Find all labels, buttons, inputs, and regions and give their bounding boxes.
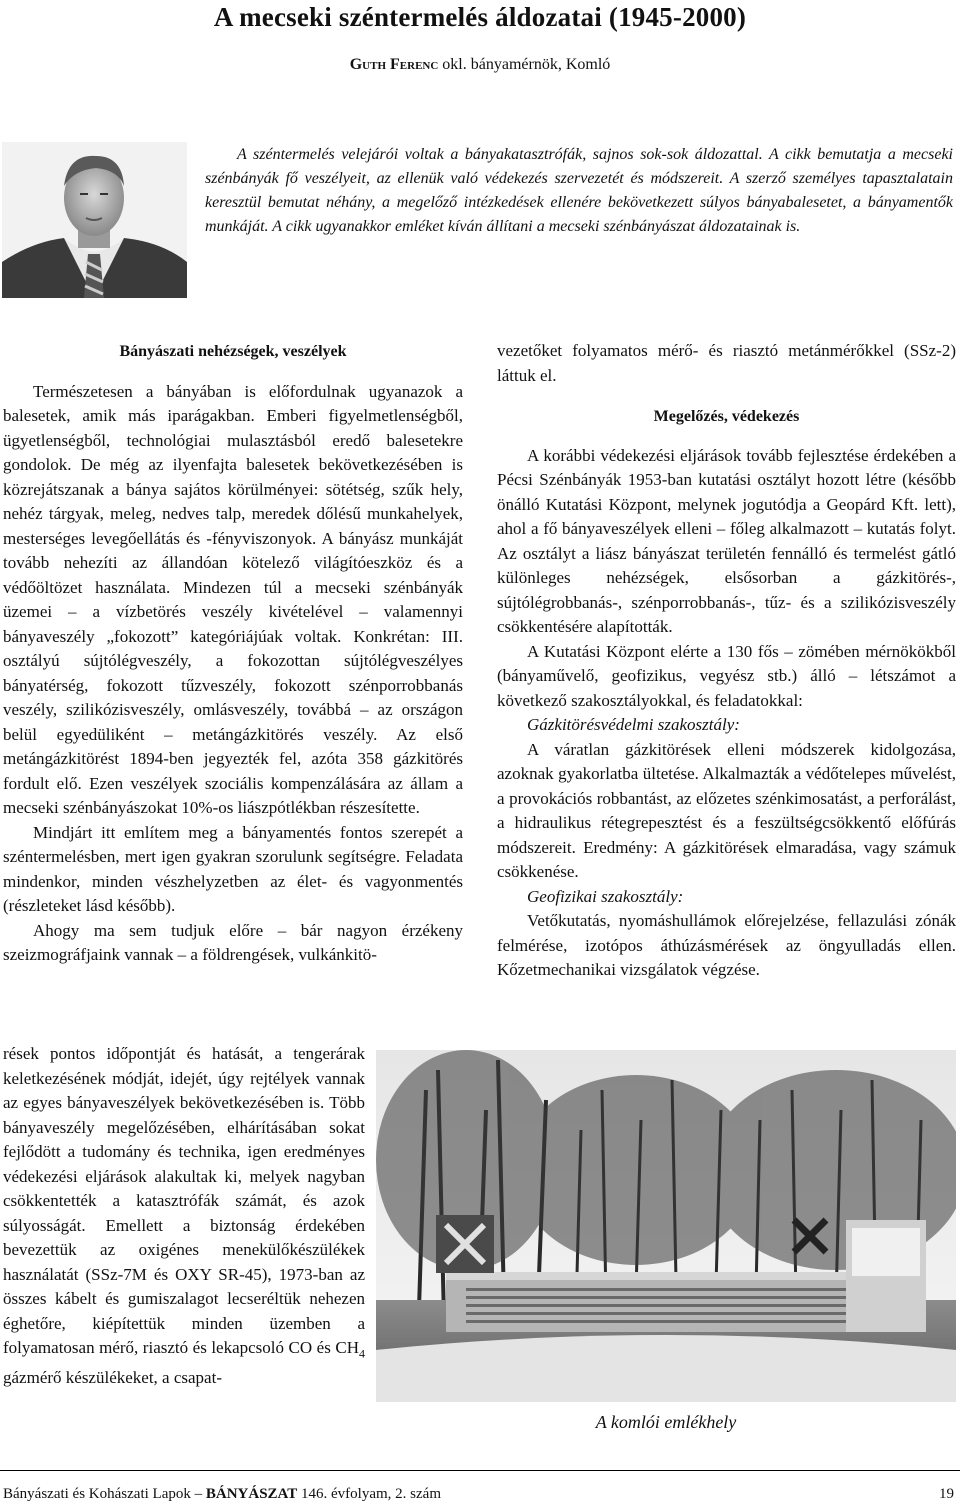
footer-journal <box>3 1486 441 1503</box>
memorial-photo <box>376 1050 956 1402</box>
page-number: 19 <box>939 1486 954 1502</box>
ch4-main: CH <box>335 1338 360 1357</box>
ch4-formula <box>335 1338 366 1361</box>
paragraph-text: rések pontos időpontját és hatását, a tengerárak keletkezésének módját, idejét, úgy rejtélyek vannak az egyes bányaveszélyek bekövetkezésében is. Több bányaveszély megelőzésében, elhárításában sokat fejlődött a tudomány és technika, igen eredményes védekezési eljárások alakultak ki, melyek nagyban csökkentették a katasztrófák számát, és azok súlyosságát. Emellett a biztonság érdekében bevezettük az oxigénes menekülőkészülékek használatát (SSz-7M és OXY SR-45), 1973-ban az összes kábelt és gumiszalagot lecseréltük nehezen éghetőre, kiépítettük minden üzemben a folyamatosan mérő, riasztó és lekapcsoló CO és <box>3 1044 365 1357</box>
paragraph: A váratlan gázkitörések elleni módszerek kidolgozása, azoknak gyakorlatba ültetése. Alkalmazták a védőtelepes művelést, a provokációs robbantást, az előzetes szénkimosatást, a perforálást, a hidraulikus rétegrepesztést és a feszültségcsökkentő előfúrás módszereit. Eredmény: A gázkitörések elmaradása, vagy számuk csökkenése. <box>497 739 956 881</box>
author-role: okl. bányamérnök, Komló <box>438 56 611 73</box>
paragraph: A korábbi védekezési eljárások tovább fejlesztése érdekében a Pécsi Szénbányák 1953-ban kutatási osztályt hozott létre (később önálló Kutatási Központ, melynek jogutódja a Geopárd Kft. lett), ahol a fő bányaveszélyek elleni – főleg alkalmazott – kutatás folyt. Az osztályt a liász bányászat területén fennálló és termelést gátló különleges nehézségek, elsősorban a gázkitörés-, sújtólégrobbanás-, szénporrobbanás-, tűz- és a szilikózisveszély csökkentésére alapították. <box>497 445 956 636</box>
paragraph: Ahogy ma sem tudjuk előre – bár nagyon érzékeny szeizmográfjaink vannak – a földrengések, vulkánkitö- <box>3 920 463 964</box>
author-portrait <box>2 142 187 298</box>
paragraph-continued: vezetőket folyamatos mérő- és riasztó metánmérőkkel (SSz-2) láttuk el. <box>497 341 956 385</box>
right-column <box>497 339 956 983</box>
journal-name: Bányászati és Kohászati Lapok – <box>3 1486 206 1502</box>
author-line <box>0 56 960 74</box>
subsection-geophysics: Geofizikai szakosztály: <box>527 886 684 906</box>
paragraph: Természetesen a bányában is előfordulnak ugyanazok a balesetek, amik más iparágakban. Emberi figyelmetlenségből, ügyetlenségből, technológiai mulasztásból eredő balesetekre gondolok. De még az ilyenfajta balesetek bekövetkezésében is közrejátszanak a bánya sajátos körülményei: sötétség, szűk hely, nehéz tárgyak, meleg, nedves talp, meredek dőlésű munkahelyek, mesterséges levegőellátás és -fényviszonyok. A bányász munkáját tovább nehezíti az állandóan kötelező világítóeszköz és a védőöltözet használata. Mindezen túl a mecseki szénbányák üzemei – a vízbetörés veszély kivételével – valamennyi bányaveszély „fokozott” kategóriájúak voltak. Konkrétan: III. osztályú sújtólégveszély, a fokozottan sújtólégveszélyes bányatérség, fokozott tűzveszély, fokozott szénporrobbanás veszély, szilikózisveszély, omlásveszély, továbbá – az országon belül egyedüliként – metángázkitörés veszély. Az első metángázkitörést 1894-ben jegyezték fel, azóta 358 gázkitörés fordult elő. Ezen veszélyek szociális kompenzálására az állam a mecseki szénbányászokat 10%-os liászpótlékban részesítette. <box>3 381 463 817</box>
left-column-continued <box>3 1042 365 1390</box>
paragraph-continued <box>3 1042 365 1390</box>
article-title: A mecseki széntermelés áldozatai (1945-2000) <box>213 2 747 32</box>
author-name: Guth Ferenc <box>349 56 439 73</box>
ch4-subscript: 4 <box>359 1346 366 1361</box>
photo-caption: A komlói emlékhely <box>595 1412 737 1432</box>
footer-divider <box>0 1470 960 1471</box>
abstract: A széntermelés velejárói voltak a bányakatasztrófák, sajnos sok-sok áldozattal. A cikk bemutatja a mecseki szénbányák fő veszélyeit, az ellenük való védekezés szervezetét és módszereit. A szerző személyes tapasztalatain keresztül bemutat néhány, a megelőző intézkedések ellenére bekövetkezett súlyos bányabalesetet, a bányamentők munkáját. A cikk ugyanakkor emléket kíván állítani a mecseki szénbányászat áldozatainak is. <box>205 146 953 235</box>
journal-issue: 146. évfolyam, 2. szám <box>297 1486 441 1502</box>
subsection-gas-outburst: Gázkitörésvédelmi szakosztály: <box>527 715 740 734</box>
left-column <box>3 340 463 968</box>
journal-title: BÁNYÁSZAT <box>205 1486 298 1502</box>
section-heading-hazards: Bányászati nehézségek, veszélyek <box>119 343 347 360</box>
paragraph-text: gázmérő készülékeket, a csapat- <box>3 1367 222 1387</box>
paragraph: Vetőkutatás, nyomáshullámok előrejelzése, fellazulási zónák felmérése, izotópos áthúzásmérések az öngyulladás ellen. Kőzetmechanikai vizsgálatok végzése. <box>497 911 956 979</box>
section-heading-prevention: Megelőzés, védekezés <box>653 408 800 425</box>
paragraph: Mindjárt itt említem meg a bányamentés fontos szerepét a széntermelésben, mert igen gyakran szorulunk segítségre. Feladata mindenkor, minden vészhelyzetben az élet- és vagyonmentés (részleteket lásd később). <box>3 822 463 915</box>
paragraph: A Kutatási Központ elérte a 130 fős – zömében mérnökökből (bányaművelő, geofizikus, vegyész stb.) álló – létszámot a következő szakosztályokkal, és feladatokkal: <box>497 641 956 710</box>
